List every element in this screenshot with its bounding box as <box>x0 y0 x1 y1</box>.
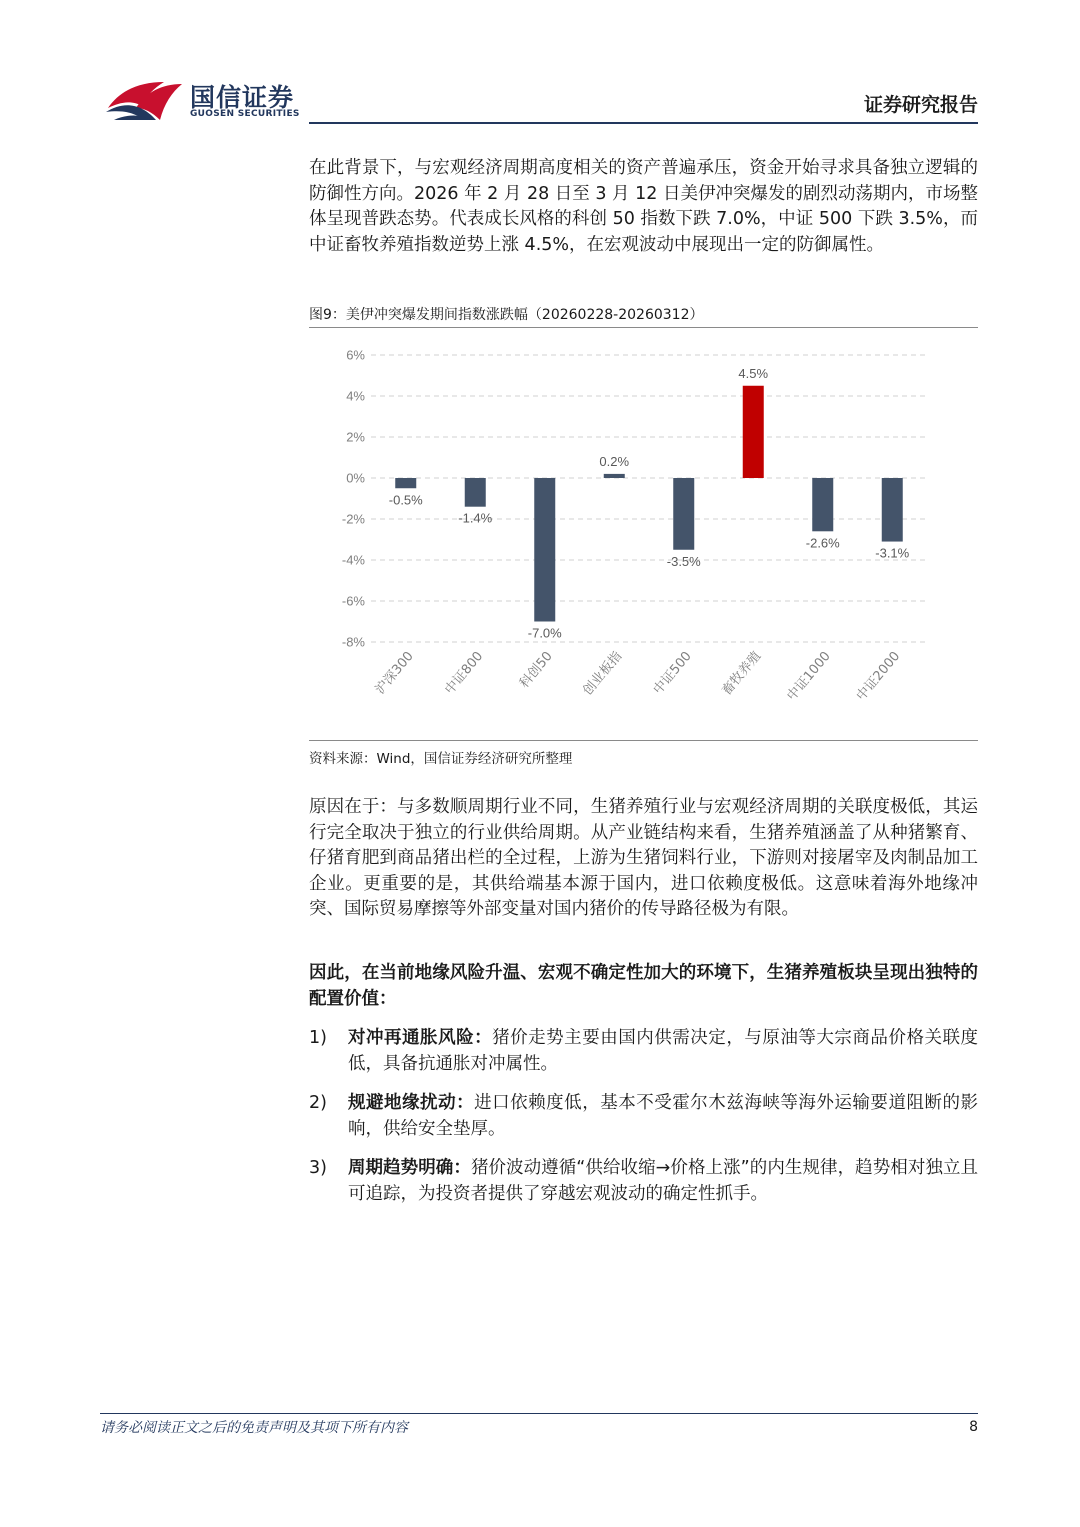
y-tick-label: -2% <box>341 511 365 527</box>
report-type-label: 证券研究报告 <box>863 94 978 116</box>
x-tick-label: 中证1000 <box>784 648 834 704</box>
x-tick-label: 沪深300 <box>372 648 417 698</box>
data-label: 4.5% <box>738 365 769 381</box>
body-paragraph-1: 在此背景下，与宏观经济周期高度相关的资产普遍承压，资金开始寻求具备独立逻辑的防御性方向。2026 年 2 月 28 日至 3 月 12 日美伊冲突爆发的剧烈动荡期内，市场整体呈现普跌态势。代表成长风格的科创 50 指数下跌 7.0%，中证 500 下跌 3.5%，而中证畜牧养殖指数逆势上涨 4.5%，在宏观波动中展现出一定的防御属性。 <box>309 158 978 255</box>
y-tick-label: 6% <box>346 347 365 363</box>
bar <box>882 478 903 542</box>
x-tick-label: 中证500 <box>650 648 695 698</box>
bar <box>743 386 764 478</box>
x-tick-label: 创业板指 <box>580 648 626 699</box>
logo-english-name: GUOSEN SECURITIES <box>190 109 300 119</box>
footer-divider <box>100 1413 978 1414</box>
figure-title: 图9：美伊冲突爆发期间指数涨跌幅（20260228-20260312） <box>309 307 704 323</box>
data-label: -1.4% <box>458 510 493 526</box>
list-heading: 规避地缘扰动： <box>348 1093 475 1113</box>
logo-chinese-name: 国信证券 <box>190 83 295 112</box>
bar <box>812 478 833 531</box>
company-logo <box>106 76 300 126</box>
list-body: 猪价波动遵循“供给收缩→价格上涨”的内生规律，趋势相对独立且可追踪，为投资者提供了穿越宏观波动的确定性抓手。 <box>348 1158 979 1204</box>
body-paragraph-2: 原因在于：与多数顺周期行业不同，生猪养殖行业与宏观经济周期的关联度极低，其运行完全取决于独立的行业供给周期。从产业链结构来看，生猪养殖涵盖了从种猪繁育、仔猪育肥到商品猪出栏的全过程，上游为生猪饲料行业，下游则对接屠宰及肉制品加工企业。更重要的是，其供给端基本源于国内，进口依赖度极低。这意味着海外地缘冲突、国际贸易摩擦等外部变量对国内猪价的传导路径极为有限。 <box>309 797 978 919</box>
list-body: 猪价走势主要由国内供需决定，与原油等大宗商品价格关联度低，具备抗通胀对冲属性。 <box>348 1028 979 1074</box>
disclaimer-note: 请务必阅读正文之后的免责声明及其项下所有内容 <box>100 1420 408 1436</box>
x-tick-label: 中证800 <box>442 648 487 698</box>
data-label: -7.0% <box>527 625 562 641</box>
list-heading: 周期趋势明确： <box>348 1158 471 1178</box>
list-number: 1) <box>309 1028 327 1048</box>
chart-bars <box>395 386 903 622</box>
bar-chart <box>309 330 978 738</box>
data-label: -2.6% <box>805 535 840 551</box>
y-tick-label: 2% <box>346 429 365 445</box>
data-label: -3.1% <box>875 545 910 561</box>
list-item <box>309 1091 978 1142</box>
figure-source: 资料来源：Wind，国信证券经济研究所整理 <box>309 751 573 767</box>
bar <box>395 478 416 488</box>
data-label: 0.2% <box>599 453 630 469</box>
bar <box>673 478 694 550</box>
chart-y-ticks <box>342 348 366 650</box>
y-tick-label: 0% <box>346 470 365 486</box>
data-label: -0.5% <box>388 492 423 508</box>
data-label: -3.5% <box>666 553 701 569</box>
bar <box>534 478 555 622</box>
list-number: 3) <box>309 1158 327 1178</box>
list-heading: 对冲再通胀风险： <box>348 1028 493 1048</box>
y-tick-label: -6% <box>341 593 365 609</box>
chart-gridlines <box>371 355 927 642</box>
x-tick-label: 科创50 <box>516 648 556 692</box>
y-tick-label: -4% <box>341 552 365 568</box>
list-item <box>309 1026 978 1077</box>
list-body: 进口依赖度低，基本不受霍尔木兹海峡等海外运输要道阻断的影响，供给安全垫厚。 <box>348 1093 979 1139</box>
y-tick-label: 4% <box>346 388 365 404</box>
page-number: 8 <box>969 1419 978 1435</box>
bar <box>465 478 486 507</box>
header-divider <box>309 122 978 124</box>
body-paragraph-3: 因此，在当前地缘风险升温、宏观不确定性加大的环境下，生猪养殖板块呈现出独特的配置价值： <box>309 963 978 1009</box>
figure-top-rule <box>309 327 978 328</box>
logo-mark-icon <box>106 76 186 124</box>
chart-x-ticks <box>373 648 904 704</box>
y-tick-label: -8% <box>341 634 365 650</box>
bar <box>604 474 625 478</box>
list-number: 2) <box>309 1093 327 1113</box>
figure-bottom-rule <box>309 740 978 741</box>
list-item <box>309 1156 978 1207</box>
x-tick-label: 中证2000 <box>853 648 904 704</box>
x-tick-label: 畜牧养殖 <box>719 648 765 699</box>
